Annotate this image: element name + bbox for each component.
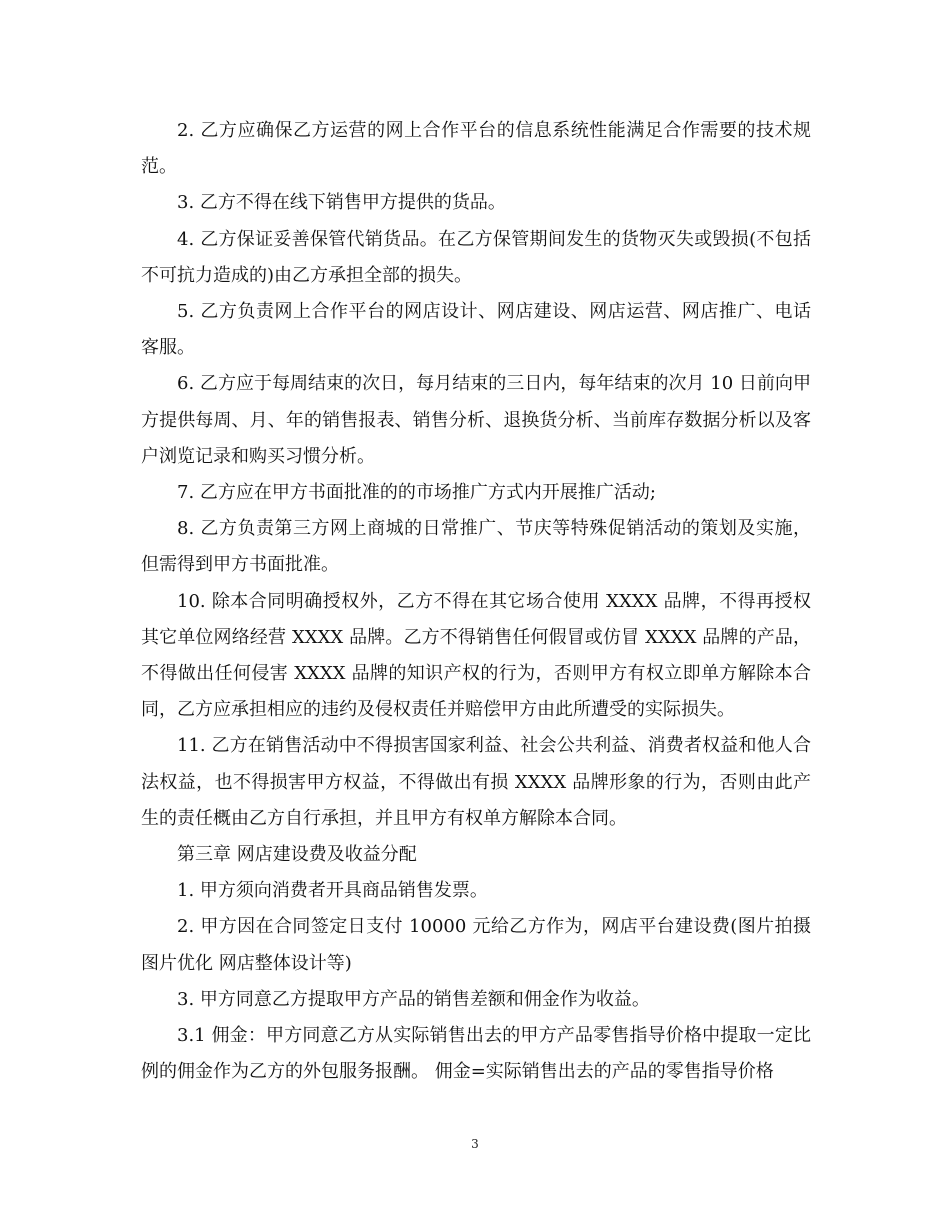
clause-5-store-operations: 5. 乙方负责网上合作平台的网店设计、网店建设、网店运营、网店推广、电话客服。	[141, 301, 811, 359]
chapter-3-clause-3-revenue: 3. 甲方同意乙方提取甲方产品的销售差额和佣金作为收益。	[177, 988, 650, 1010]
clause-7-promotion-approval: 7. 乙方应在甲方书面批准的的市场推广方式内开展推广活动;	[177, 482, 656, 504]
clause-2-tech-spec: 2. 乙方应确保乙方运营的网上合作平台的信息系统性能满足合作需要的技术规范。	[141, 120, 811, 178]
clause-4-goods-custody: 4. 乙方保证妥善保管代销货品。在乙方保管期间发生的货物灭失或毁损(不包括不可抗力造成的)由乙方承担全部的损失。	[141, 228, 811, 286]
chapter-3-clause-3-1-commission: 3.1 佣金：甲方同意乙方从实际销售出去的甲方产品零售指导价格中提取一定比例的佣金作为乙方的外包服务报酬。 佣金=实际销售出去的产品的零售指导价格	[141, 1025, 811, 1083]
clause-6-sales-reports: 6. 乙方应于每周结束的次日，每月结束的三日内，每年结束的次月 10 日前向甲方提供每周、月、年的销售报表、销售分析、退换货分析、当前库存数据分析以及客户浏览记录和购买习惯分析。	[141, 373, 811, 467]
clause-8-third-party-promotion: 8. 乙方负责第三方网上商城的日常推广、节庆等特殊促销活动的策划及实施，但需得到甲方书面批准。	[141, 518, 811, 576]
page-number: 3	[471, 1137, 479, 1151]
clause-10-brand-authorization: 10. 除本合同明确授权外，乙方不得在其它场合使用 XXXX 品牌，不得再授权其它单位网络经营 XXXX 品牌。乙方不得销售任何假冒或仿冒 XXXX 品牌的产品，不得做出任何侵害 XXXX 品牌的知识产权的行为，否则甲方有权立即单方解除本合同，乙方应承担相应的违约及侵权责任并赔偿甲方由此所遭受的实际损失。	[141, 590, 811, 721]
chapter-3-heading: 第三章 网店建设费及收益分配	[177, 844, 417, 866]
clause-3-no-offline-sales: 3. 乙方不得在线下销售甲方提供的货品。	[177, 192, 506, 214]
chapter-3-clause-2-construction-fee: 2. 甲方因在合同签定日支付 10000 元给乙方作为，网店平台建设费(图片拍摄图片优化 网店整体设计等)	[141, 916, 811, 974]
document-body	[141, 113, 811, 1090]
chapter-3-clause-1-invoice: 1. 甲方须向消费者开具商品销售发票。	[177, 880, 488, 902]
clause-11-lawful-conduct: 11. 乙方在销售活动中不得损害国家利益、社会公共利益、消费者权益和他人合法权益，也不得损害甲方权益，不得做出有损 XXXX 品牌形象的行为，否则由此产生的责任概由乙方自行承担，并且甲方有权单方解除本合同。	[141, 735, 811, 829]
